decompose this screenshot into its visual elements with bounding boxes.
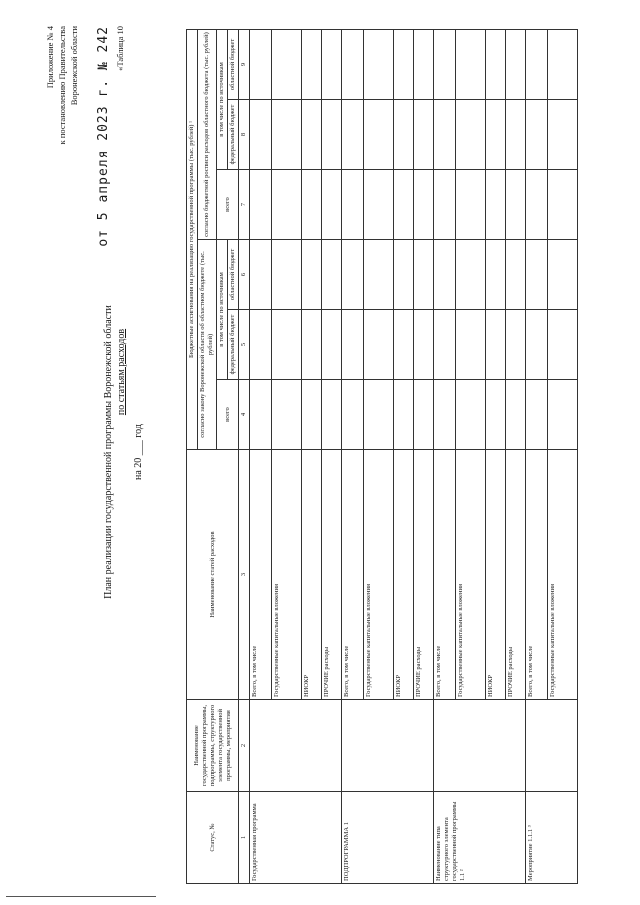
table-label: «Таблица 10 — [115, 26, 125, 71]
row-value-cell — [548, 240, 578, 310]
row-value-cell — [526, 100, 548, 170]
row-value-cell — [456, 380, 486, 450]
row-value-cell — [548, 30, 578, 100]
row-value-cell — [322, 170, 342, 240]
table-row — [526, 30, 548, 884]
header-budget-group: Бюджетные ассигнования на реализацию государственной программы (тыс. рублей) ¹ — [187, 30, 198, 450]
row-value-cell — [486, 100, 506, 170]
row-expense-item: Всего, в том числе — [526, 450, 548, 700]
row-value-cell — [486, 240, 506, 310]
row-value-cell — [434, 30, 456, 100]
row-value-cell — [456, 100, 486, 170]
col-number: 4 — [239, 380, 250, 450]
row-value-cell — [434, 100, 456, 170]
row-value-cell — [434, 170, 456, 240]
row-value-cell — [434, 310, 456, 380]
row-value-cell — [548, 380, 578, 450]
header-expense-items: Наименование статей расходов — [187, 450, 239, 700]
row-status: ПОДПРОГРАММА 1 — [342, 792, 434, 884]
row-value-cell — [322, 240, 342, 310]
row-value-cell — [250, 380, 272, 450]
row-name — [250, 700, 342, 792]
row-value-cell — [526, 30, 548, 100]
row-value-cell — [322, 310, 342, 380]
row-expense-item: НИОКР — [486, 450, 506, 700]
row-value-cell — [302, 30, 322, 100]
header-total-law: всего — [217, 380, 239, 450]
row-value-cell — [434, 380, 456, 450]
title-line-1: План реализации государственной программы Воронежской области — [103, 305, 114, 599]
header-total-schedule: всего — [217, 170, 239, 240]
header-sources-law: в том числе по источникам — [217, 240, 228, 380]
document-title — [102, 12, 145, 892]
col-number: 9 — [239, 30, 250, 100]
row-name — [526, 700, 578, 792]
row-value-cell — [250, 100, 272, 170]
row-expense-item: Государственные капитальные вложения — [272, 450, 302, 700]
row-value-cell — [394, 30, 414, 100]
row-value-cell — [456, 240, 486, 310]
row-value-cell — [342, 310, 364, 380]
footnote-divider — [6, 896, 156, 897]
row-value-cell — [394, 240, 414, 310]
row-value-cell — [322, 380, 342, 450]
row-value-cell — [272, 240, 302, 310]
row-value-cell — [250, 310, 272, 380]
row-name — [342, 700, 434, 792]
row-value-cell — [250, 240, 272, 310]
header-federal-law: федеральный бюджет — [228, 310, 239, 380]
header-status: Статус, № — [187, 792, 239, 884]
row-value-cell — [414, 240, 434, 310]
row-value-cell — [414, 380, 434, 450]
row-value-cell — [342, 30, 364, 100]
row-value-cell — [414, 170, 434, 240]
row-value-cell — [394, 310, 414, 380]
col-number: 6 — [239, 240, 250, 310]
row-value-cell — [364, 380, 394, 450]
row-value-cell — [486, 30, 506, 100]
row-expense-item: Государственные капитальные вложения — [456, 450, 486, 700]
row-value-cell — [526, 380, 548, 450]
col-number: 2 — [239, 700, 250, 792]
row-value-cell — [486, 170, 506, 240]
row-value-cell — [456, 310, 486, 380]
row-expense-item: Государственные капитальные вложения — [548, 450, 578, 700]
row-value-cell — [548, 100, 578, 170]
row-value-cell — [342, 100, 364, 170]
row-value-cell — [302, 310, 322, 380]
row-value-cell — [272, 100, 302, 170]
row-value-cell — [364, 240, 394, 310]
row-value-cell — [272, 310, 302, 380]
row-value-cell — [548, 170, 578, 240]
header-by-schedule: согласно бюджетной росписи расходов областного бюджета (тыс. рублей) — [198, 30, 217, 240]
header-regional-schedule: областной бюджет — [228, 30, 239, 100]
header-regional-law: областной бюджет — [228, 240, 239, 310]
row-value-cell — [272, 30, 302, 100]
appendix-decree: к постановлению Правительства — [57, 26, 67, 145]
row-value-cell — [250, 30, 272, 100]
row-value-cell — [342, 380, 364, 450]
row-value-cell — [526, 170, 548, 240]
row-expense-item: НИОКР — [302, 450, 322, 700]
row-expense-item: ПРОЧИЕ расходы — [322, 450, 342, 700]
row-value-cell — [342, 170, 364, 240]
table-row — [250, 30, 272, 884]
row-value-cell — [250, 170, 272, 240]
row-value-cell — [414, 100, 434, 170]
row-value-cell — [364, 100, 394, 170]
col-number: 5 — [239, 310, 250, 380]
row-value-cell — [322, 100, 342, 170]
row-expense-item: НИОКР — [394, 450, 414, 700]
row-value-cell — [414, 310, 434, 380]
col-number: 3 — [239, 450, 250, 700]
row-value-cell — [526, 310, 548, 380]
row-value-cell — [272, 380, 302, 450]
header-name: Наименование государственной программы, подпрограммы, структурного элемента государственной программы, мероприятия — [187, 700, 239, 792]
title-line-3: на 20 ___ год — [133, 424, 144, 480]
row-value-cell — [302, 100, 322, 170]
row-value-cell — [506, 310, 526, 380]
row-value-cell — [434, 240, 456, 310]
col-number: 1 — [239, 792, 250, 884]
row-value-cell — [302, 380, 322, 450]
row-value-cell — [342, 240, 364, 310]
table-row — [434, 30, 456, 884]
column-number-row — [239, 30, 250, 884]
appendix-number: Приложение № 4 — [45, 26, 55, 89]
row-name — [434, 700, 526, 792]
row-value-cell — [486, 380, 506, 450]
row-expense-item: Всего, в том числе — [434, 450, 456, 700]
row-value-cell — [506, 240, 526, 310]
table-row — [342, 30, 364, 884]
header-sources-schedule: в том числе по источникам — [217, 30, 228, 170]
row-expense-item: ПРОЧИЕ расходы — [414, 450, 434, 700]
row-value-cell — [548, 310, 578, 380]
row-status: Мероприятие 1.1.1 ³ — [526, 792, 578, 884]
row-value-cell — [302, 240, 322, 310]
row-value-cell — [526, 240, 548, 310]
row-value-cell — [302, 170, 322, 240]
row-value-cell — [272, 170, 302, 240]
row-value-cell — [486, 310, 506, 380]
row-value-cell — [364, 310, 394, 380]
row-value-cell — [506, 30, 526, 100]
row-expense-item: Государственные капитальные вложения — [364, 450, 394, 700]
row-value-cell — [506, 380, 526, 450]
title-line-2: по статьям расходов — [116, 328, 127, 416]
row-status: Государственная программа — [250, 792, 342, 884]
rotated-page — [40, 12, 600, 892]
row-value-cell — [364, 170, 394, 240]
row-expense-item: ПРОЧИЕ расходы — [506, 450, 526, 700]
row-value-cell — [394, 170, 414, 240]
decree-date-stamp: от 5 апреля 2023 г. № 242 — [96, 26, 111, 247]
col-number: 7 — [239, 170, 250, 240]
row-value-cell — [456, 30, 486, 100]
row-value-cell — [394, 380, 414, 450]
appendix-region: Воронежской области — [69, 26, 79, 106]
row-expense-item: Всего, в том числе — [342, 450, 364, 700]
row-value-cell — [506, 100, 526, 170]
row-value-cell — [364, 30, 394, 100]
row-value-cell — [456, 170, 486, 240]
row-value-cell — [394, 100, 414, 170]
row-value-cell — [506, 170, 526, 240]
plan-table — [186, 29, 578, 884]
col-number: 8 — [239, 100, 250, 170]
row-status: Наименование типа структурного элемента государственной программы 1.1 ² — [434, 792, 526, 884]
row-value-cell — [414, 30, 434, 100]
row-expense-item: Всего, в том числе — [250, 450, 272, 700]
row-value-cell — [322, 30, 342, 100]
header-by-law: согласно закону Воронежской области об областном бюджете (тыс. рублей) — [198, 240, 217, 450]
header-federal-schedule: федеральный бюджет — [228, 100, 239, 170]
table-body — [250, 30, 578, 884]
